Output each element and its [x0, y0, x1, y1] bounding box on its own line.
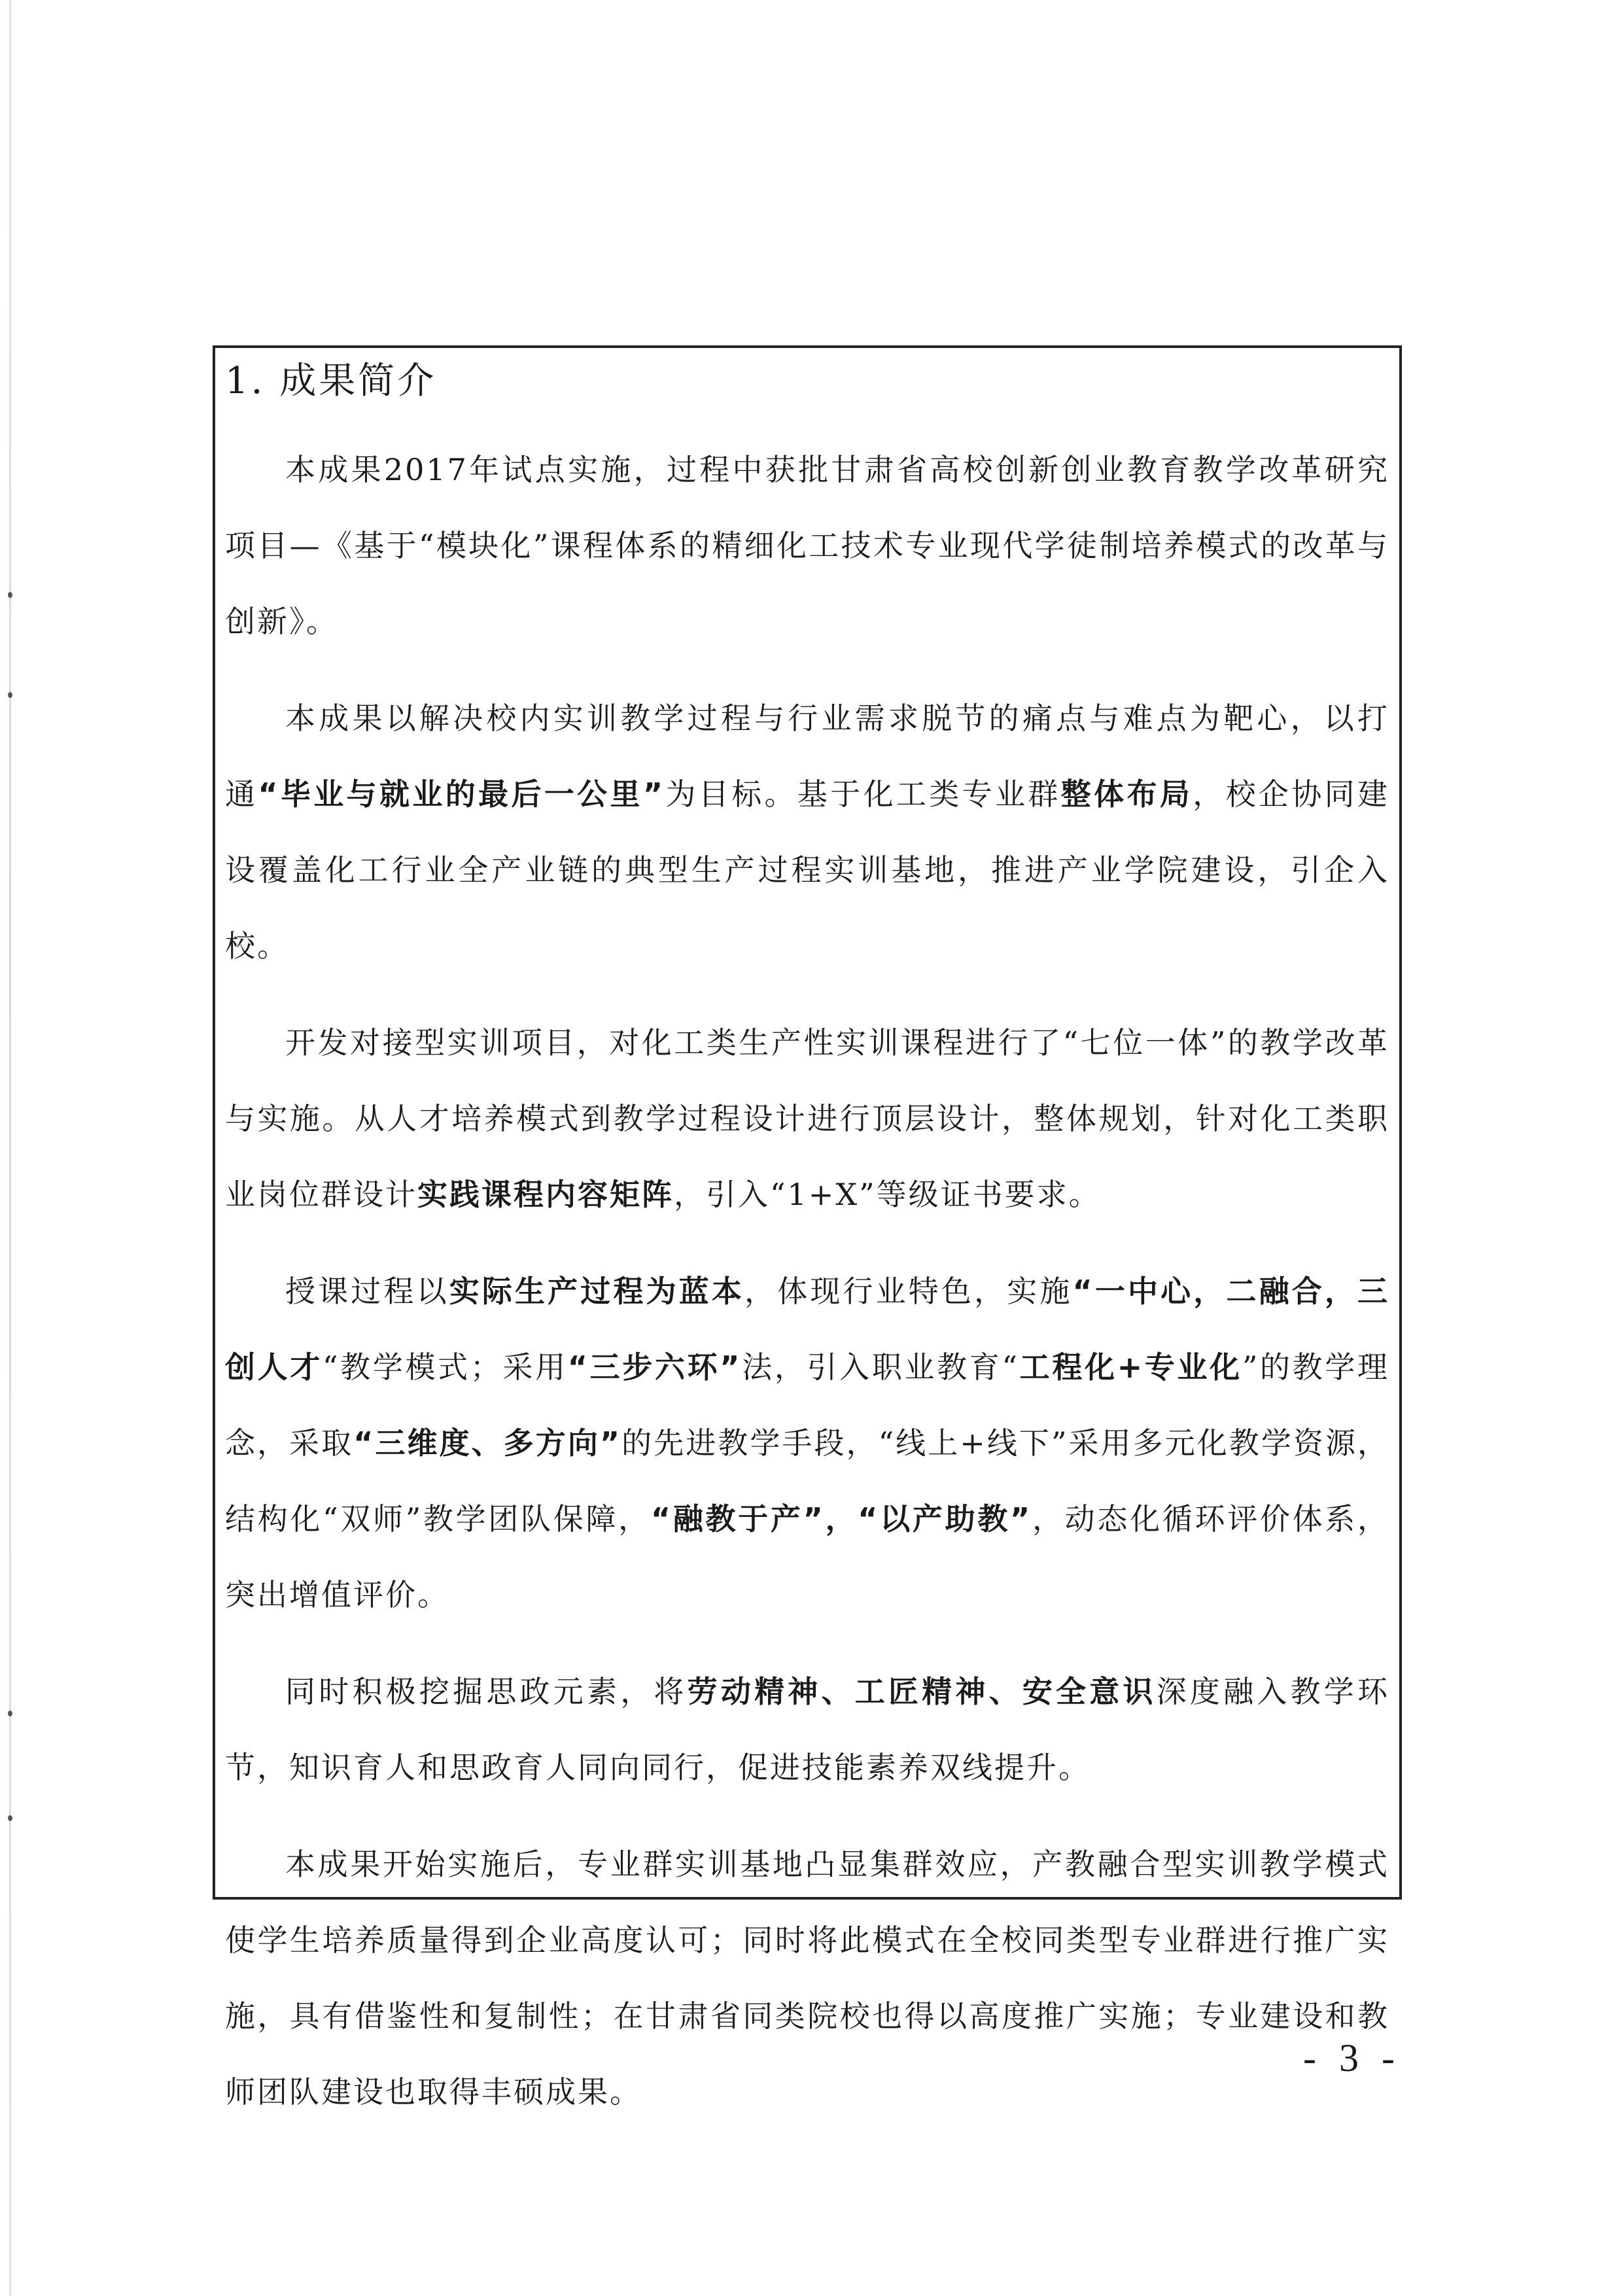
emphasis-text: 整体布局: [1060, 776, 1193, 812]
emphasis-text: “毕业与就业的最后一公里”: [258, 776, 665, 812]
scan-dot: [8, 592, 12, 598]
paragraph-text: 开发对接型实训项目，对化工类生产性实训课程进行了“七位一体”的教学改革与实施。从人才培养模式到教学过程设计进行顶层设计，整体规划，针对化工类职业岗位群设计: [225, 1025, 1389, 1212]
emphasis-text: 实际生产过程为蓝本: [449, 1274, 745, 1309]
body-paragraph: [225, 1654, 1389, 1805]
section-title: 1. 成果简介: [225, 360, 437, 402]
body-paragraph: [225, 1005, 1389, 1232]
scan-dot: [8, 1815, 12, 1821]
emphasis-text: “三步六环”: [567, 1349, 742, 1385]
paragraph-text: ”的教学理念，采取: [225, 1349, 1389, 1461]
paragraph-text: “教学模式；采用: [322, 1349, 568, 1385]
page-number: - 3 -: [1303, 2036, 1401, 2079]
body-paragraph: [225, 680, 1389, 984]
scan-page-edge: [9, 0, 11, 2296]
paragraph-text: 的先进教学手段，“线上+线下”采用多元化教学资源，结构化“双师”教学团队保障，: [225, 1425, 1390, 1537]
paragraph-list: [225, 432, 1389, 2151]
body-paragraph: [225, 1253, 1389, 1633]
emphasis-text: 实践课程内容矩阵: [417, 1177, 674, 1212]
paragraph-text: 本成果开始实施后，专业群实训基地凸显集群效应，产教融合型实训教学模式使学生培养质量得到企业高度认可；同时将此模式在全校同类型专业群进行推广实施，具有借鉴性和复制性；在甘肃省同类院校也得以高度推广实施；专业建设和教师团队建设也取得丰硕成果。: [225, 1847, 1389, 2110]
emphasis-text: 工程化+专业化: [1019, 1349, 1242, 1385]
paragraph-text: 深度融入教学环节，知识育人和思政育人同向同行，促进技能素养双线提升。: [225, 1674, 1389, 1785]
emphasis-text: “三维度、多方向”: [353, 1425, 622, 1461]
body-paragraph: [225, 1826, 1389, 2130]
scan-dot: [8, 1711, 12, 1716]
paragraph-text: 为目标。基于化工类专业群: [665, 776, 1061, 812]
emphasis-text: 劳动精神、工匠精神、安全意识: [687, 1674, 1157, 1709]
paragraph-text: 本成果2017年试点实施，过程中获批甘肃省高校创新创业教育教学改革研究项目—《基于“模块化”课程体系的精细化工技术专业现代学徒制培养模式的改革与创新》。: [225, 452, 1389, 639]
paragraph-text: ，动态化循环评价体系，突出增值评价。: [225, 1501, 1389, 1612]
body-paragraph: [225, 432, 1389, 659]
paragraph-text: 同时积极挖掘思政元素，将: [285, 1674, 688, 1709]
paragraph-text: ，校企协同建设覆盖化工行业全产业链的典型生产过程实训基地，推进产业学院建设，引企入校。: [225, 776, 1390, 964]
paragraph-text: ，体现行业特色，实施: [744, 1274, 1073, 1309]
paragraph-text: 法，引入职业教育“: [741, 1349, 1019, 1385]
emphasis-text: “一中心，二融合，三创人才: [225, 1274, 1390, 1385]
scan-dot: [8, 692, 12, 698]
paragraph-text: 本成果以解决校内实训教学过程与行业需求脱节的痛点与难点为靶心，以打通: [225, 701, 1389, 812]
paragraph-text: ，引入“1+X”等级证书要求。: [674, 1177, 1101, 1212]
emphasis-text: “融教于产”，“以产助教”: [650, 1501, 1032, 1537]
paragraph-text: 授课过程以: [285, 1274, 449, 1309]
